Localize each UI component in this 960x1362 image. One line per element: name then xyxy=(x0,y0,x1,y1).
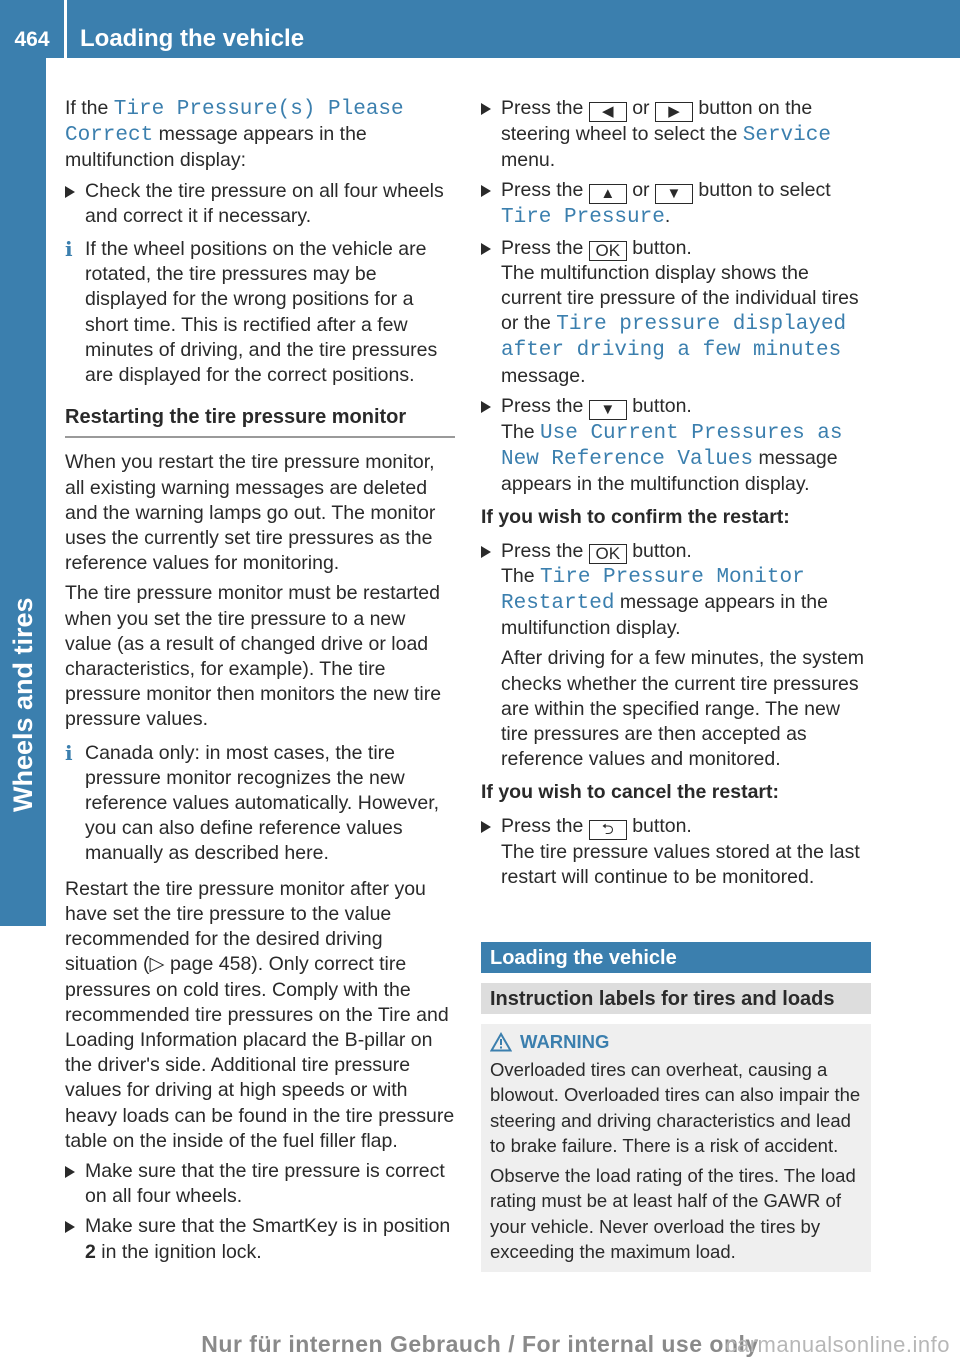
info-icon: i xyxy=(65,740,73,765)
instruction-step: Press the ▲ or ▼ button to select Tire Pressure. xyxy=(481,178,871,230)
step-arrow-icon xyxy=(481,103,491,115)
right-arrow-key-icon: ▶ xyxy=(655,102,693,122)
info-note: i If the wheel positions on the vehicle are rotated, the tire pressures may be displayed for the wrong positions for a short time. This is rectified after a few minutes of driving, and the tire pressures are displayed for the correct positions. xyxy=(65,237,438,387)
header-divider xyxy=(64,0,67,58)
instruction-step: Press the ▼ button. The Use Current Pressures as New Reference Values message appears in the multifunction display. xyxy=(481,394,871,498)
display-message: Tire pressure displayed after driving a few minutes xyxy=(501,313,847,363)
section-bar: Loading the vehicle xyxy=(481,942,871,973)
left-column xyxy=(65,96,455,1270)
subsection-bar: Instruction labels for tires and loads xyxy=(481,983,871,1014)
up-arrow-key-icon: ▲ xyxy=(589,184,627,204)
warning-box xyxy=(481,1024,871,1272)
display-message: Use Current Pressures as New Reference Values xyxy=(501,421,843,472)
page-footer xyxy=(0,1332,960,1362)
info-note: i Canada only: in most cases, the tire pressure monitor recognizes the new reference values automatically. However, you can also define reference values manually as described here. xyxy=(65,740,440,865)
back-key-icon: ⮌ xyxy=(589,820,627,840)
internal-use-notice: Nur für internen Gebrauch / For internal use only xyxy=(201,1331,759,1357)
site-watermark: carmanualsonline.info xyxy=(725,1332,950,1357)
display-message: Tire Pressure(s) Please Correct xyxy=(65,98,404,148)
page-number: 464 xyxy=(14,28,50,51)
step-arrow-icon xyxy=(481,185,491,197)
display-message: Service xyxy=(742,124,831,147)
step-arrow-icon xyxy=(65,1221,75,1233)
warning-text: Observe the load rating of the tires. The load rating must be at least half of the GAWR of your vehicle. Never overload the tires by exceeding the maximum load. xyxy=(490,1165,856,1262)
instruction-step: Press the ◀ or ▶ button on the steering wheel to select the Service menu. xyxy=(481,96,871,173)
instruction-step: Press the OK button. The multifunction display shows the current tire pressure of the individual tires or the Tire pressure displayed after driving a few minutes message. xyxy=(481,236,871,389)
step-arrow-icon xyxy=(481,243,491,255)
page-header xyxy=(0,0,960,58)
instruction-step: Make sure that the tire pressure is correct on all four wheels. xyxy=(65,1159,455,1209)
step-arrow-icon xyxy=(65,1166,75,1178)
display-message: Tire Pressure Monitor Restarted xyxy=(501,565,805,616)
paragraph: Restart the tire pressure monitor after you have set the tire pressure to the value recommended for the desired driving situation (▷ page 458). Only correct tire pressures on cold tires. Comply with the recommended tire pressures on the Tire and Loading Information placard the B-pillar on the driver's side. Additional tire pressure values for driving at high speeds or with heavy loads can be found in the tire pressure table on the inside of the fuel filler flap. xyxy=(65,877,455,1152)
ok-key-icon: OK xyxy=(589,544,627,564)
step-arrow-icon xyxy=(481,821,491,833)
paragraph: The tire pressure monitor must be restarted when you set the tire pressure to a new value (as a result of changed drive or load characteristics, for example). The tire pressure monitor then monitors the new tire pressure values. xyxy=(65,582,442,731)
cancel-heading: If you wish to cancel the restart: xyxy=(481,781,779,804)
confirm-heading: If you wish to confirm the restart: xyxy=(481,506,790,529)
paragraph: When you restart the tire pressure monitor, all existing warning messages are deleted and the warning lamps go out. The monitor uses the currently set tire pressures as the reference values for monitoring. xyxy=(65,451,436,575)
chapter-title: Loading the vehicle xyxy=(80,25,305,52)
info-icon: i xyxy=(65,237,73,262)
intro-paragraph: If the Tire Pressure(s) Please Correct message appears in the multifunction display: xyxy=(65,97,404,172)
warning-triangle-icon xyxy=(490,1032,512,1052)
display-message: Tire Pressure xyxy=(501,206,665,230)
down-arrow-key-icon: ▼ xyxy=(655,184,693,204)
side-tab xyxy=(0,58,46,926)
step-result-paragraph: After driving for a few minutes, the system checks whether the current tire pressures are within the specified range. The new tire pressures are then accepted as reference values and monitored. xyxy=(501,647,865,771)
warning-heading xyxy=(490,1029,862,1054)
instruction-step: Make sure that the SmartKey is in position 2 in the ignition lock. xyxy=(65,1214,455,1264)
step-arrow-icon xyxy=(481,401,491,413)
step-arrow-icon xyxy=(65,186,75,198)
section-subheading: Restarting the tire pressure monitor xyxy=(65,402,455,438)
instruction-step: Press the ⮌ button. The tire pressure values stored at the last restart will continue to be monitored. xyxy=(481,814,871,890)
left-arrow-key-icon: ◀ xyxy=(589,102,627,122)
side-tab-label: Wheels and tires xyxy=(8,597,38,812)
ok-key-icon: OK xyxy=(589,241,627,261)
instruction-step: Press the OK button. The Tire Pressure Monitor Restarted message appears in the multifunction display. After driving for a few minutes, the system checks whether the current tire pressures are within the specified range. The new tire pressures are then accepted as reference values and monitored. xyxy=(481,539,871,773)
warning-text: Overloaded tires can overheat, causing a blowout. Overloaded tires can also impair the steering and driving characteristics and lead to brake failure. There is a risk of accident. xyxy=(490,1059,861,1156)
warning-title: WARNING xyxy=(520,1031,610,1053)
instruction-step: Check the tire pressure on all four wheels and correct it if necessary. xyxy=(65,179,455,229)
down-arrow-key-icon: ▼ xyxy=(589,400,627,420)
step-arrow-icon xyxy=(481,546,491,558)
right-column xyxy=(481,96,871,1272)
